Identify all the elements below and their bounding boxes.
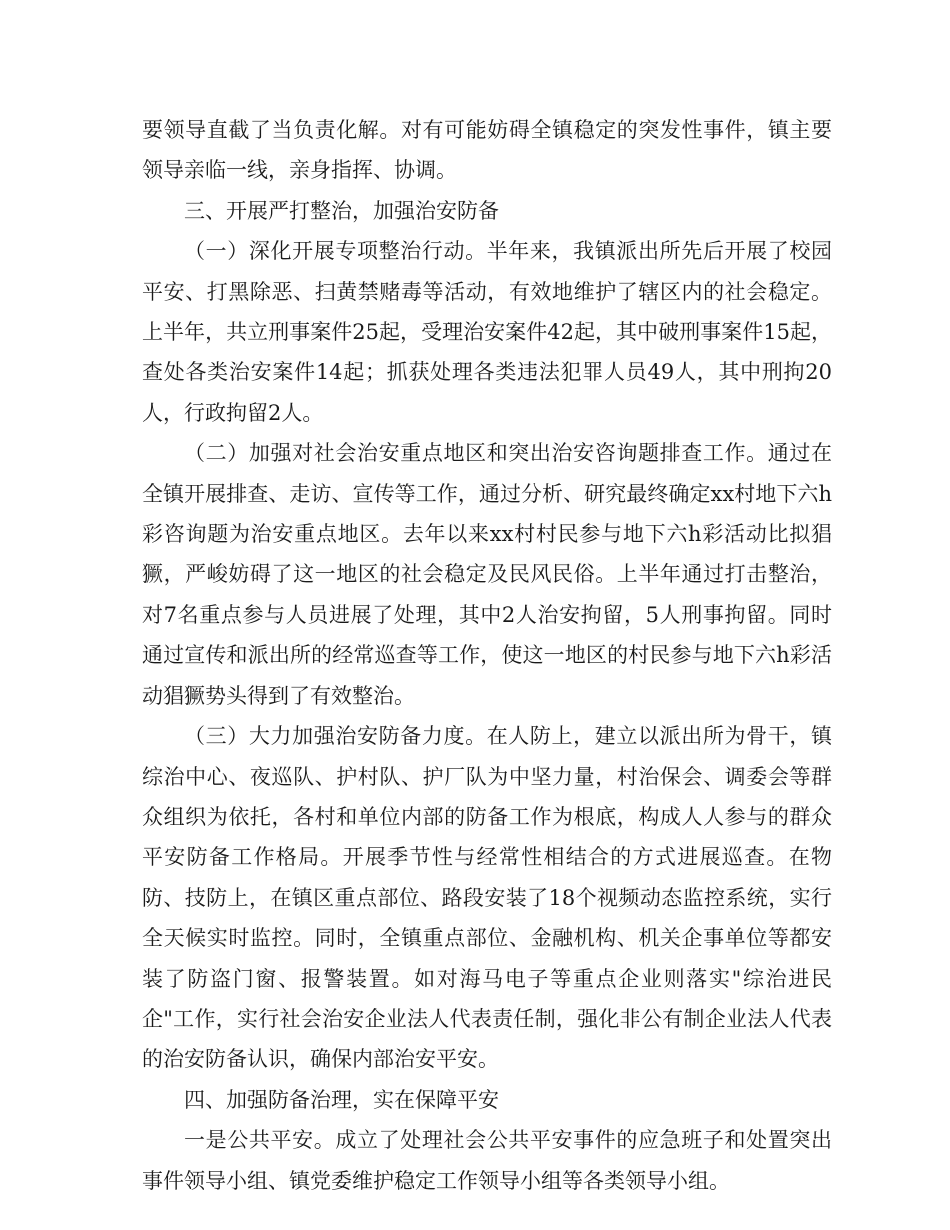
- paragraph-1: 要领导直截了当负责化解。对有可能妨碍全镇稳定的突发性事件，镇主要领导亲临一线，亲身指挥、协调。: [142, 118, 832, 183]
- document-body: [142, 110, 832, 1201]
- section-heading-4: 四、加强防备治理，实在保障平安: [184, 1087, 499, 1112]
- paragraph-3-2: （二）加强对社会治安重点地区和突出治安咨询题排查工作。通过在全镇开展排查、走访、宣传等工作，通过分析、研究最终确定xx村地下六h彩咨询题为治安重点地区。去年以来xx村村民参与地下六h彩活动比拟猖獗，严峻妨碍了这一地区的社会稳定及民风民俗。上半年通过打击整治，对7名重点参与人员进展了处理，其中2人治安拘留，5人刑事拘留。同时通过宣传和派出所的经常巡查等工作，使这一地区的村民参与地下六h彩活动猖獗势头得到了有效整治。: [142, 441, 832, 708]
- paragraph-3-3: （三）大力加强治安防备力度。在人防上，建立以派出所为骨干，镇综治中心、夜巡队、护村队、护厂队为中坚力量，村治保会、调委会等群众组织为依托，各村和单位内部的防备工作为根底，构成人人参与的群众平安防备工作格局。开展季节性与经常性相结合的方式进展巡查。在物防、技防上，在镇区重点部位、路段安装了18个视频动态监控系统，实行全天候实时监控。同时，全镇重点部位、金融机构、机关企事单位等都安装了防盗门窗、报警装置。如对海马电子等重点企业则落实"综治进民企"工作，实行社会治安企业法人代表责任制，强化非公有制企业法人代表的治安防备认识，确保内部治安平安。: [142, 724, 832, 1072]
- paragraph-3-1: （一）深化开展专项整治行动。半年来，我镇派出所先后开展了校园平安、打黑除恶、扫黄禁赌毒等活动，有效地维护了辖区内的社会稳定。上半年，共立刑事案件25起，受理治安案件42起，其中破刑事案件15起，查处各类治安案件14起；抓获处理各类违法犯罪人员49人，其中刑拘20人，行政拘留2人。: [142, 239, 832, 425]
- section-heading-3: 三、开展严打整治，加强治安防备: [184, 198, 499, 223]
- paragraph-4-1: 一是公共平安。成立了处理社会公共平安事件的应急班子和处置突出事件领导小组、镇党委维护稳定工作领导小组等各类领导小组。: [142, 1128, 832, 1193]
